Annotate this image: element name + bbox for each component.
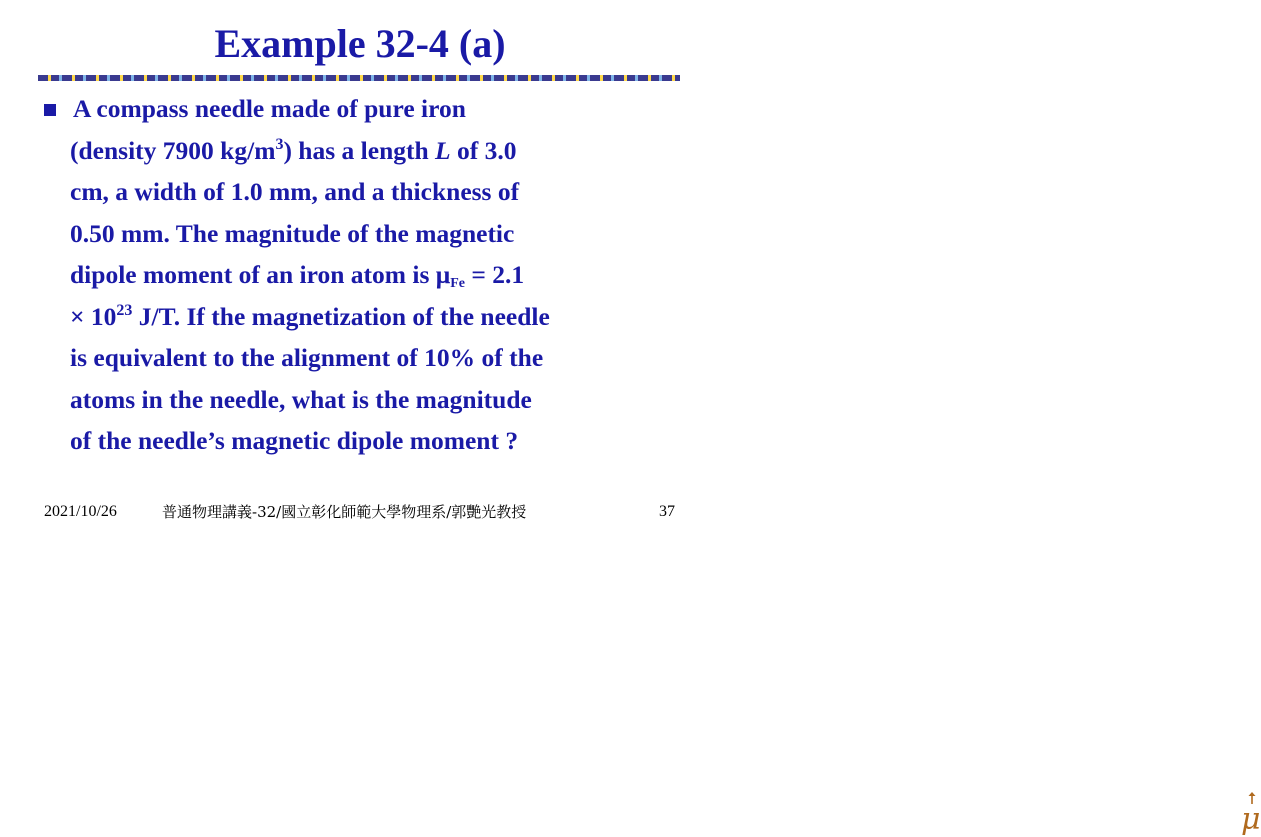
variable-L: L xyxy=(435,135,451,165)
mu-symbol: μ xyxy=(435,260,451,289)
mu-letter: μ xyxy=(1241,802,1261,837)
square-bullet-icon xyxy=(44,104,56,116)
text-line-6 xyxy=(70,296,700,338)
text-line-8: atoms in the needle, what is the magnitude xyxy=(70,384,532,414)
slide-title: Example 32-4 (a) xyxy=(214,21,506,66)
problem-text xyxy=(70,88,700,462)
text-fragment: of 3.0 xyxy=(450,135,517,165)
text-line-1: A compass needle made of pure iron xyxy=(73,94,466,123)
footer-date: 2021/10/26 xyxy=(44,503,117,520)
text-fragment: ) has a length xyxy=(283,135,436,165)
superscript: 3 xyxy=(275,135,284,153)
text-line-7: is equivalent to the alignment of 10% of the xyxy=(70,343,544,372)
text-line-3: cm, a width of 1.0 mm, and a thickness of xyxy=(70,177,520,206)
title-divider xyxy=(38,75,680,81)
text-fragment: (density 7900 kg/m xyxy=(70,135,276,165)
text-fragment: J/T. If the magnetization of the needle xyxy=(132,301,550,331)
superscript: 23 xyxy=(116,301,133,319)
text-line-5 xyxy=(70,254,700,296)
text-line-9: of the needle’s magnetic dipole moment ? xyxy=(70,426,519,455)
subscript-fe: Fe xyxy=(450,276,465,291)
footer-credit: 普通物理講義-32/國立彰化師範大學物理系/郭艷光教授 xyxy=(162,503,527,521)
text-line-2 xyxy=(70,130,700,172)
text-fragment: = 2.1 xyxy=(464,260,525,289)
slide-footer xyxy=(0,500,720,524)
text-fragment: dipole moment of an iron atom is xyxy=(70,260,436,289)
text-line-4: 0.50 mm. The magnitude of the magnetic xyxy=(70,218,515,248)
text-fragment: × 10 xyxy=(70,301,117,331)
page-number: 37 xyxy=(659,503,675,520)
